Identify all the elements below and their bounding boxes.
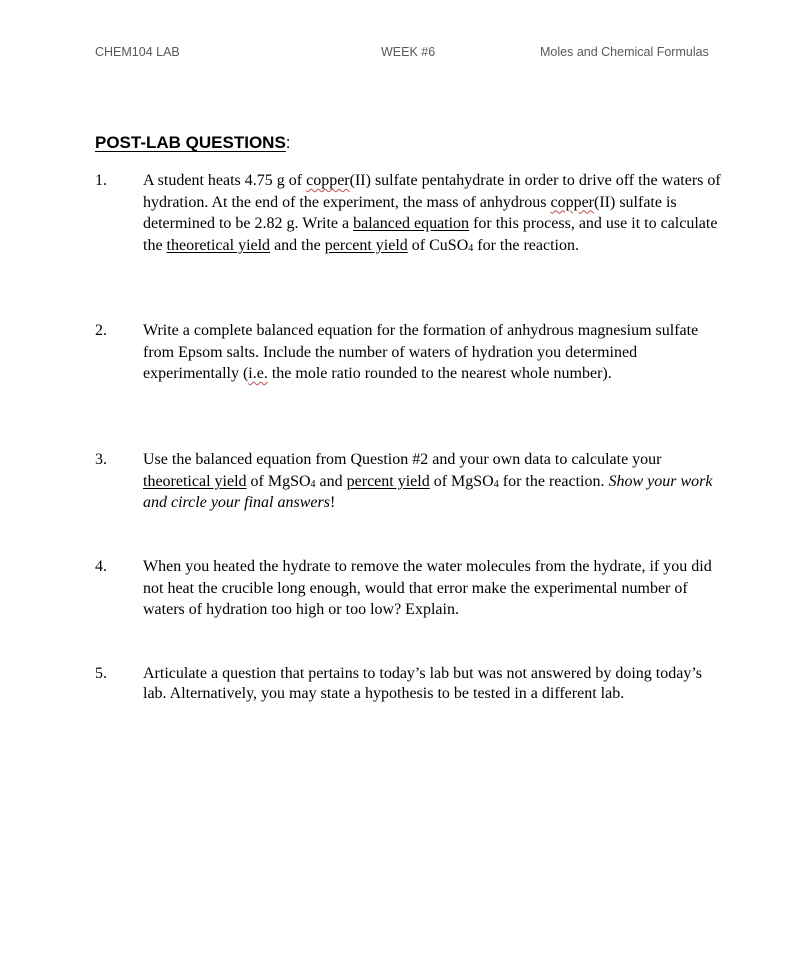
italic-instruction: Show your work and circle your final answers [143,472,713,512]
question-text: Articulate a question that pertains to today’s lab but was not answered by doing today’s lab. Alternatively, you may state a hypothesis to be tested in a different lab. [143,665,702,702]
spell-flag: copper [550,193,594,211]
section-title-colon: : [285,133,291,152]
question-text: Use the balanced equation from Question #2 and your own data to calculate your theoretical yield of MgSO$_4$ and percent yield of MgSO$_4$ for the reaction. Show your work and circle your final answers! [143,451,713,512]
header-topic: Moles and Chemical Formulas [540,45,709,59]
question-number: 1. [95,172,107,189]
header-course: CHEM104 LAB [95,45,180,59]
underlined-term: balanced equation [353,215,470,233]
header-week: WEEK #6 [381,45,436,59]
question-1 [95,170,725,256]
section-title: POST-LAB QUESTIONS [95,133,286,152]
spell-flag: copper [306,172,350,189]
question-number: 3. [95,451,107,468]
page-title [95,133,291,153]
spell-flag: i.e. [248,365,268,383]
question-number: 5. [95,665,107,682]
question-text: Write a complete balanced equation for the formation of anhydrous magnesium sulfate from Epsom salts. Include the number of waters of hydration you determined experimentally (i.e. the mole ratio rounded to the nearest whole number). [143,322,699,383]
underlined-term: theoretical yield [143,472,247,490]
question-2 [95,320,725,385]
question-text: When you heated the hydrate to remove the water molecules from the hydrate, if you did not heat the crucible long enough, would that error make the experimental number of waters of hydration too high or too low? Explain. [143,558,712,619]
question-number: 2. [95,322,107,339]
underlined-term: percent yield [346,472,430,490]
question-text: A student heats 4.75 g of copper(II) sulfate pentahydrate in order to drive off the waters of hydration. At the end of the experiment, the mass of anhydrous copper(II) sulfate is determined to be 2.82 g. Write a balanced equation for this process, and use it to calculate the theoretical yield and the percent yield of CuSO$_4$ for the reaction. [143,172,721,254]
underlined-term: theoretical yield [166,236,271,254]
underlined-term: percent yield [324,236,408,254]
question-number: 4. [95,558,107,575]
question-5 [95,664,725,704]
question-4 [95,556,725,621]
question-3 [95,449,725,514]
